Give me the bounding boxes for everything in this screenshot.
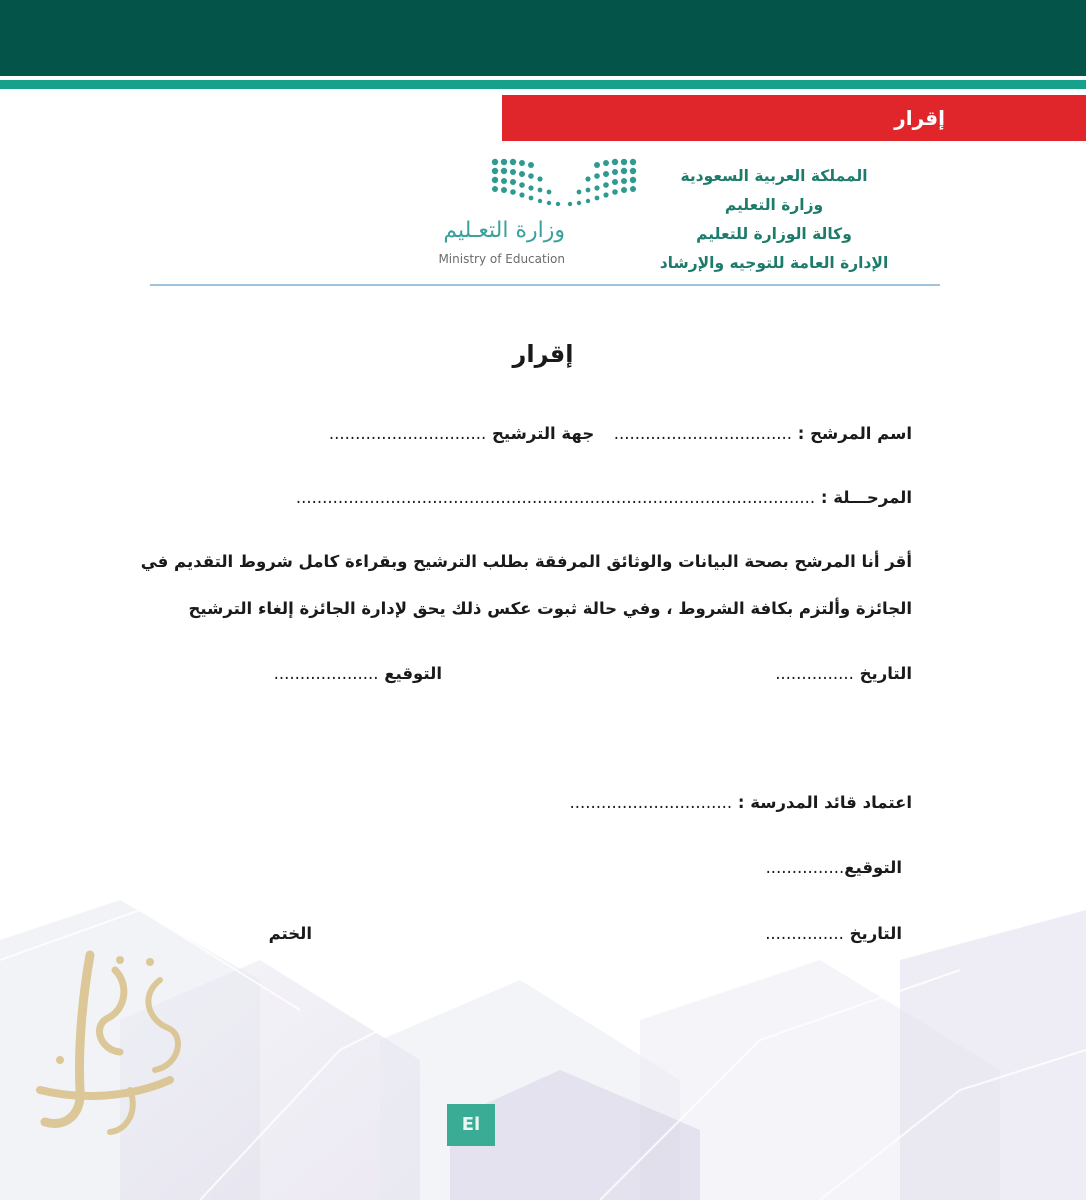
- header-line-country: المملكة العربية السعودية: [680, 167, 868, 185]
- calligraphy-watermark-icon: [20, 940, 200, 1140]
- header-line-department: الإدارة العامة للتوجيه والإرشاد: [659, 254, 889, 272]
- principal-signature-dots: ...............: [765, 858, 845, 877]
- candidate-row: [329, 424, 912, 443]
- date-dots: ...............: [775, 664, 854, 683]
- header-line-agency: وكالة الوزارة للتعليم: [696, 225, 852, 243]
- nomination-dots: ..............................: [328, 424, 487, 443]
- principal-signature-row: [766, 858, 902, 877]
- stage-label: المرحـــلة :: [820, 488, 912, 507]
- header-divider: [150, 284, 940, 286]
- top-band: [0, 0, 1086, 76]
- principal-label: اعتماد قائد المدرسة :: [737, 793, 912, 812]
- date-row: [775, 664, 912, 683]
- nomination-label: جهة الترشيح: [491, 424, 595, 443]
- top-accent-strip: [0, 80, 1086, 89]
- candidate-label: اسم المرشح :: [797, 424, 912, 443]
- ministry-header: [624, 162, 924, 278]
- signature-label: التوقيع: [384, 664, 442, 683]
- principal-signature-label: التوقيع: [844, 858, 902, 877]
- signature-dots: ....................: [273, 664, 379, 683]
- candidate-dots: ..................................: [613, 424, 793, 443]
- principal-dots: ...............................: [569, 793, 733, 812]
- date-label: التاريخ: [859, 664, 912, 683]
- signature-row: [274, 664, 442, 683]
- document-title: إقرار: [512, 340, 574, 368]
- stage-dots: ...................................................................................................: [295, 488, 816, 507]
- declaration-line-1: أقر أنا المرشح بصحة البيانات والوثائق المرفقة بطلب الترشيح وبقراءة كامل شروط التقديم في: [140, 552, 912, 571]
- logo-arabic-text: وزارة التعـليم: [443, 218, 565, 243]
- declaration-line-2: الجائزة وألتزم بكافة الشروط ، وفي حالة ثبوت عكس ذلك يحق لإدارة الجائزة إلغاء الترشيح: [188, 599, 912, 618]
- page-number-badge: El: [447, 1104, 495, 1146]
- stamp-label: الختم: [268, 924, 312, 943]
- principal-date-label: التاريخ: [849, 924, 902, 943]
- stage-row: [296, 488, 912, 507]
- header-line-ministry: وزارة التعليم: [724, 196, 824, 214]
- principal-row: [570, 793, 912, 812]
- logo-english-text: Ministry of Education: [438, 252, 565, 266]
- principal-date-dots: ...............: [765, 924, 844, 943]
- section-banner: إقرار: [502, 95, 1086, 141]
